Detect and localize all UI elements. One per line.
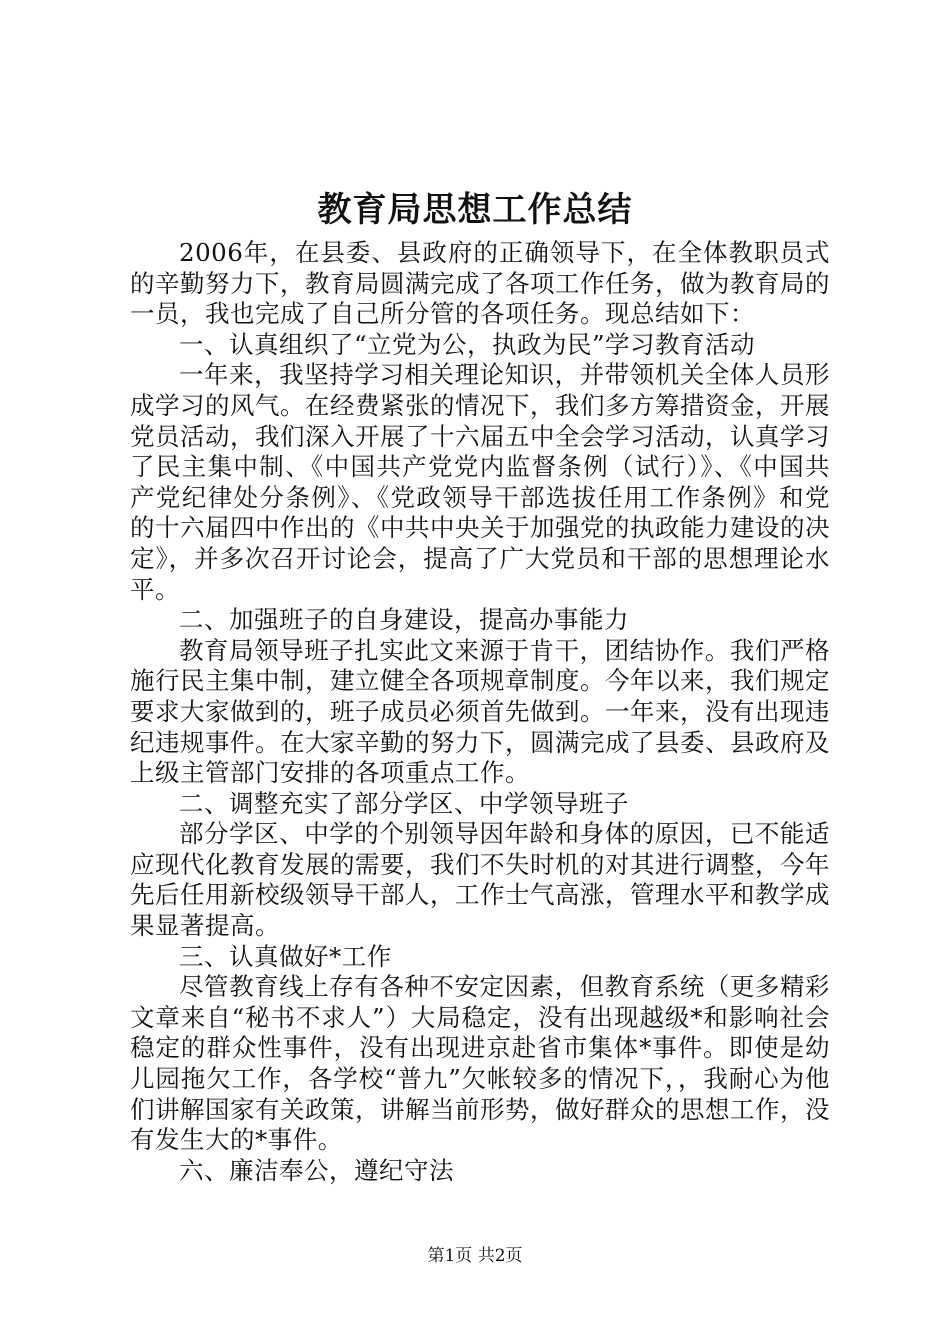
section-paragraph-1: 一年来，我坚持学习相关理论知识，并带领机关全体人员形成学习的风气。在经费紧张的情况下，我们多方筹措资金，开展党员活动，我们深入开展了十六届五中全会学习活动，认真学习了民主集中制、《中国共产党党内监督条例（试行）》、《中国共产党纪律处分条例》、《党政领导干部选拔任用工作条例》和党的十六届四中作出的《中共中央关于加强党的执政能力建设的决定》，并多次召开讨论会，提高了广大党员和干部的思想理论水平。: [130, 360, 830, 604]
document-body: [130, 238, 830, 1186]
section-paragraph-2: 教育局领导班子扎实此文来源于肯干，团结协作。我们严格施行民主集中制，建立健全各项规章制度。今年以来，我们规定要求大家做到的，班子成员必须首先做到。一年来，没有出现违纪违规事件。在大家辛勤的努力下，圆满完成了县委、县政府及上级主管部门安排的各项重点工作。: [130, 635, 830, 788]
section-heading-5: 六、廉洁奉公，遵纪守法: [179, 1155, 454, 1185]
section-heading-1: 一、认真组织了“立党为公，执政为民”学习教育活动: [179, 329, 756, 359]
intro-paragraph: 2006年，在县委、县政府的正确领导下，在全体教职员式的辛勤努力下，教育局圆满完成了各项工作任务，做为教育局的一员，我也完成了自己所分管的各项任务。现总结如下：: [130, 238, 830, 329]
section-paragraph-3: 部分学区、中学的个别领导因年龄和身体的原因，已不能适应现代化教育发展的需要，我们不失时机的对其进行调整，今年先后任用新校级领导干部人，工作士气高涨，管理水平和教学成果显著提高。: [130, 819, 830, 941]
section-paragraph-4: 尽管教育线上存有各种不安定因素，但教育系统（更多精彩文章来自“秘书不求人”）大局稳定，没有出现越级*和影响社会稳定的群众性事件，没有出现进京赴省市集体*事件。即使是幼儿园拖欠工作，各学校“普九”欠帐较多的情况下，，我耐心为他们讲解国家有关政策，讲解当前形势，做好群众的思想工作，没有发生大的*事件。: [130, 972, 830, 1155]
page-number-footer: 第1页 共2页: [427, 1246, 523, 1266]
section-heading-4: 三、认真做好*工作: [179, 941, 392, 971]
section-heading-3: 二、调整充实了部分学区、中学领导班子: [179, 788, 629, 818]
section-heading-2: 二、加强班子的自身建设，提高办事能力: [179, 605, 629, 635]
document-title: 教育局思想工作总结: [317, 190, 633, 230]
